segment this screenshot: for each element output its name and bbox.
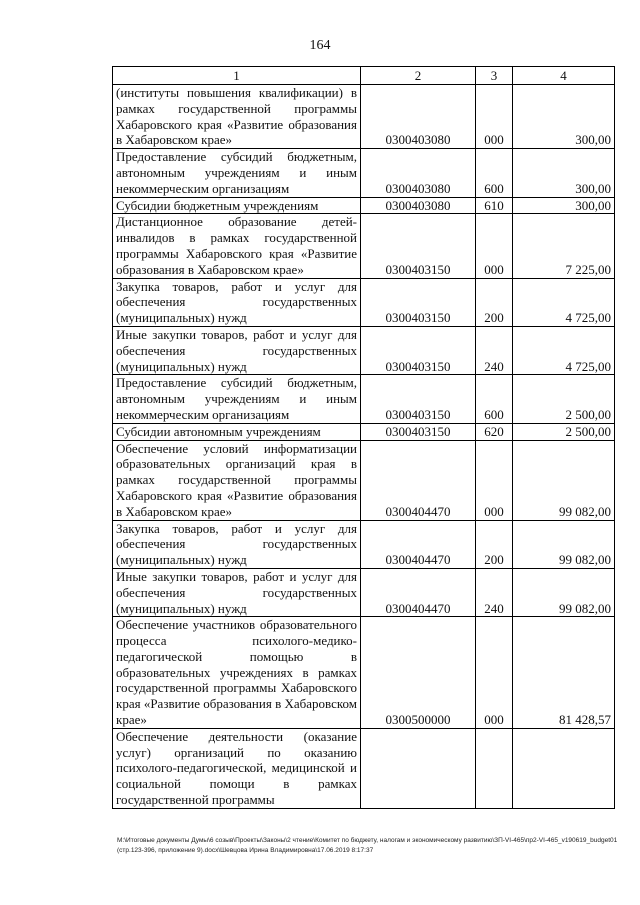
row-code-cell: 0300403150 <box>361 278 476 326</box>
row-amount-cell <box>513 728 615 808</box>
row-code-cell: 0300403150 <box>361 326 476 374</box>
row-amount-cell: 99 082,00 <box>513 568 615 616</box>
row-amount-cell: 4 725,00 <box>513 278 615 326</box>
row-code-cell: 0300404470 <box>361 520 476 568</box>
page-number: 164 <box>309 38 331 53</box>
row-type-cell: 200 <box>476 278 513 326</box>
row-name-cell: Обеспечение деятельности (оказание услуг) организаций по оказанию психолого-педагогической, медицинской и социальной помощи в рамках государственной программы <box>113 728 361 808</box>
row-name-cell: Обеспечение участников образовательного процесса психолого-медико-педагогической помощью в образовательных учреждениях в рамках государственной программы Хабаровского края «Развитие образования в Хабаровском крае» <box>113 617 361 729</box>
row-name-cell: Иные закупки товаров, работ и услуг для обеспечения государственных (муниципальных) нужд <box>113 568 361 616</box>
row-name-cell: Субсидии автономным учреждениям <box>113 423 361 440</box>
row-name-cell: Иные закупки товаров, работ и услуг для обеспечения государственных (муниципальных) нужд <box>113 326 361 374</box>
row-amount-cell: 99 082,00 <box>513 440 615 520</box>
table-header-row <box>113 67 615 85</box>
column-header-type: 3 <box>476 67 513 85</box>
row-type-cell: 620 <box>476 423 513 440</box>
table-row <box>113 149 615 197</box>
row-amount-cell: 81 428,57 <box>513 617 615 729</box>
row-amount-cell: 99 082,00 <box>513 520 615 568</box>
row-code-cell: 0300403150 <box>361 375 476 423</box>
table-row <box>113 278 615 326</box>
budget-table <box>112 66 615 809</box>
row-code-cell: 0300403150 <box>361 423 476 440</box>
row-amount-cell: 300,00 <box>513 85 615 149</box>
row-code-cell: 0300403080 <box>361 149 476 197</box>
row-amount-cell: 7 225,00 <box>513 214 615 278</box>
row-amount-cell: 300,00 <box>513 149 615 197</box>
row-name-cell: Предоставление субсидий бюджетным, автономным учреждениям и иным некоммерческим организациям <box>113 149 361 197</box>
table-row <box>113 520 615 568</box>
table-row <box>113 440 615 520</box>
column-header-code: 2 <box>361 67 476 85</box>
table-body <box>113 85 615 809</box>
row-name-cell: (институты повышения квалификации) в рамках государственной программы Хабаровского края «Развитие образования в Хабаровском крае» <box>113 85 361 149</box>
file-path-footer: M:\Итоговые документы Думы\6 созыв\Проекты\Законы\2 чтение\Комитет по бюджету, налогам и экономическому развитию\ЗП-VI-465\пр2-VI-465_v190619_budget01 (стр.123-396, приложение 9).docx\Шевцова Ирина Владимировна\17.06.2019 8:17:37 <box>117 837 618 854</box>
row-name-cell: Закупка товаров, работ и услуг для обеспечения государственных (муниципальных) нужд <box>113 520 361 568</box>
row-name-cell: Предоставление субсидий бюджетным, автономным учреждениям и иным некоммерческим организациям <box>113 375 361 423</box>
row-type-cell: 240 <box>476 568 513 616</box>
row-code-cell: 0300404470 <box>361 568 476 616</box>
row-code-cell: 0300404470 <box>361 440 476 520</box>
column-header-name: 1 <box>113 67 361 85</box>
table-row <box>113 197 615 214</box>
table-row <box>113 85 615 149</box>
row-type-cell: 000 <box>476 214 513 278</box>
row-type-cell: 200 <box>476 520 513 568</box>
table-row <box>113 568 615 616</box>
row-amount-cell: 2 500,00 <box>513 423 615 440</box>
row-amount-cell: 300,00 <box>513 197 615 214</box>
row-type-cell: 000 <box>476 617 513 729</box>
row-name-cell: Обеспечение условий информатизации образовательных организаций края в рамках государственной программы Хабаровского края «Развитие образования в Хабаровском крае» <box>113 440 361 520</box>
table-row <box>113 375 615 423</box>
row-type-cell: 000 <box>476 85 513 149</box>
row-name-cell: Закупка товаров, работ и услуг для обеспечения государственных (муниципальных) нужд <box>113 278 361 326</box>
row-amount-cell: 2 500,00 <box>513 375 615 423</box>
table-row <box>113 617 615 729</box>
row-type-cell: 600 <box>476 149 513 197</box>
table-row <box>113 423 615 440</box>
row-code-cell: 0300403080 <box>361 197 476 214</box>
row-type-cell: 600 <box>476 375 513 423</box>
row-code-cell: 0300403150 <box>361 214 476 278</box>
row-code-cell: 0300500000 <box>361 617 476 729</box>
row-name-cell: Субсидии бюджетным учреждениям <box>113 197 361 214</box>
table-row <box>113 326 615 374</box>
row-amount-cell: 4 725,00 <box>513 326 615 374</box>
row-code-cell <box>361 728 476 808</box>
row-type-cell <box>476 728 513 808</box>
row-type-cell: 610 <box>476 197 513 214</box>
table-row <box>113 214 615 278</box>
row-name-cell: Дистанционное образование детей-инвалидов в рамках государственной программы Хабаровского края «Развитие образования в Хабаровском крае» <box>113 214 361 278</box>
table-row <box>113 728 615 808</box>
row-code-cell: 0300403080 <box>361 85 476 149</box>
column-header-amount: 4 <box>513 67 615 85</box>
row-type-cell: 000 <box>476 440 513 520</box>
row-type-cell: 240 <box>476 326 513 374</box>
